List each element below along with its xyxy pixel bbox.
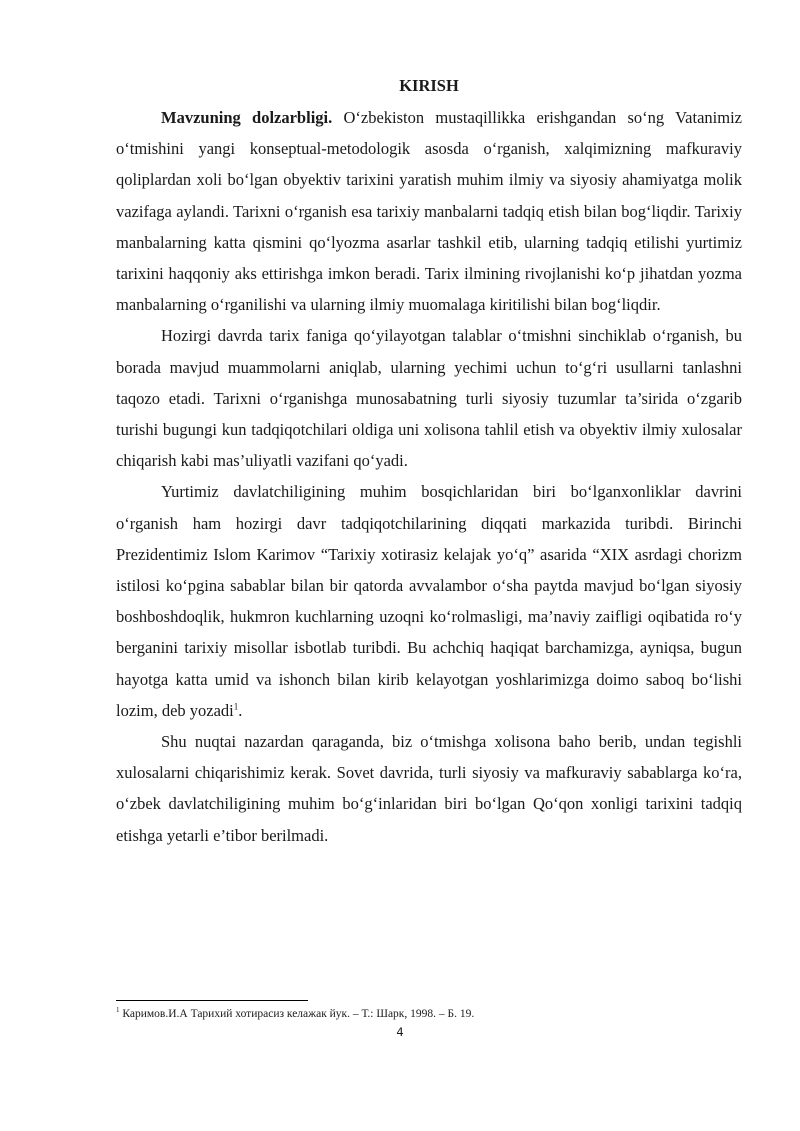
paragraph-lead: Mavzuning dolzarbligi. <box>161 108 333 127</box>
footnote-marker: 1 <box>116 1006 120 1015</box>
paragraph-tail: . <box>238 700 243 720</box>
paragraph-kokand: Shu nuqtai nazardan qaraganda, biz o‘tmishga xolisona baho berib, undan tegishli xulosalarni chiqarishimiz kerak. Sovet davrida, turli siyosiy va mafkuraviy sabablarga ko‘ra, o‘zbek davlatchiligining muhim bo‘g‘inlaridan biri bo‘lgan Qo‘qon xonligi tarixini tadqiq etishga yetarli e’tibor berilmadi. <box>116 732 742 845</box>
footnote-text: Каримов.И.А Тарихий хотирасиз келажак йук. – Т.: Шарк, 1998. – Б. 19. <box>119 1008 475 1020</box>
paragraph-text: O‘zbekiston mustaqillikka erishgandan so‘ng Vatanimiz o‘tmishini yangi konseptual-metodologik asosda o‘rganish, xalqimizning mafkuraviy qoliplardan xoli bo‘lgan obyektiv tarixini yaratish muhim ilmiy va siyosiy ahamiyatga molik vazifaga aylandi. Tarixni o‘rganish esa tarixiy manbalarni tadqiq etish bilan bog‘liqdir. Tarixiy manbalarning katta qismini qo‘lyozma asarlar tashkil etib, ularning tadqiq etilishi yurtimiz tarixini haqqoniy aks ettirishga imkon beradi. Tarix ilmining rivojlanishi ko‘p jihatdan yozma manbalarning o‘rganilishi va ularning ilmiy muomalaga kiritilishi bilan bog‘liqdir. <box>116 108 742 315</box>
footnote-reference[interactable]: 1 <box>233 701 239 712</box>
footnote-separator <box>116 1000 308 1001</box>
section-heading: KIRISH <box>399 76 459 95</box>
document-page <box>116 70 742 851</box>
paragraph-requirements: Hozirgi davrda tarix faniga qo‘yilayotgan talablar o‘tmishni sinchiklab o‘rganish, bu borada mavjud muammolarni aniqlab, ularning yechimi uchun to‘g‘ri usullarni tanlashni taqozo etadi. Tarixni o‘rganishga munosabatning turli siyosiy tuzumlar ta’sirida o‘zgarib turishi bugungi kun tadqiqotchilari oldiga uni xolisona tahlil etish va obyektiv ilmiy xulosalar chiqarish kabi mas’uliyatli vazifani qo‘yadi. <box>116 326 742 471</box>
paragraph-text: Yurtimiz davlatchiligining muhim bosqichlaridan biri bo‘lganxonliklar davrini o‘rganish ham hozirgi davr tadqiqotchilarining diqqati markazida turibdi. Birinchi Prezidentimiz Islom Karimov “Tarixiy xotirasiz kelajak yo‘q” asarida “XIX asrdagi chorizm istilosi ko‘pgina sabablar bilan bir qatorda avvalambor o‘sha paytda mavjud bo‘lgan siyosiy boshboshdoqlik, hukmron kuchlarning uzoqni ko‘rolmasligi, ma’naviy zaifligi oqibatida ro‘y berganini tarixiy misollar isbotlab turibdi. Bu achchiq haqiqat barchamizga, ayniqsa, bugun hayotga katta umid va ishonch bilan kirib kelayotgan yoshlarimizga doimo saboq bo‘lishi lozim, deb yozadi <box>116 482 742 720</box>
footnote <box>116 1006 742 1022</box>
paragraph-khanates <box>116 476 742 726</box>
paragraph-relevance <box>116 102 742 320</box>
page-number: 4 <box>396 1025 404 1039</box>
